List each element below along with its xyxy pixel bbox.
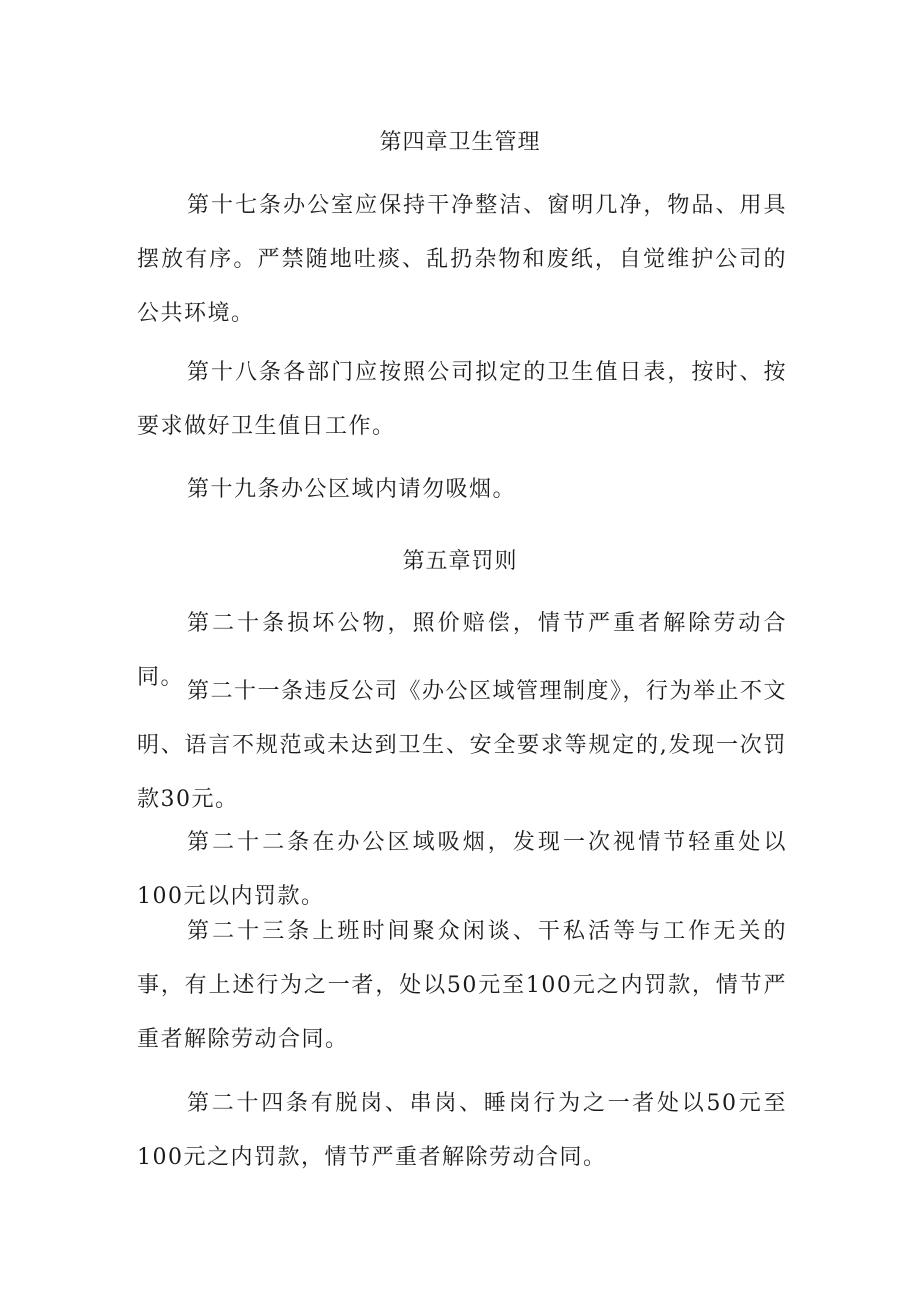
article-20: 第二十条损坏公物，照价赔偿，情节严重者解除劳动合同。 xyxy=(137,611,787,690)
chapter-4-title: 第四章卫生管理 xyxy=(379,130,541,155)
article-24: 第二十四条有脱岗、串岗、睡岗行为之一者处以50元至100元之内罚款，情节严重者解除劳动合同。 xyxy=(137,1091,787,1170)
article-17: 第十七条办公室应保持干净整洁、窗明几净，物品、用具摆放有序。严禁随地吐痰、乱扔杂物和废纸，自觉维护公司的公共环境。 xyxy=(137,193,787,326)
article-19: 第十九条办公区域内请勿吸烟。 xyxy=(187,477,517,502)
article-21: 第二十一条违反公司《办公区域管理制度》，行为举止不文明、语言不规范或未达到卫生、安全要求等规定的,发现一次罚款30元。 xyxy=(137,679,788,812)
article-23: 第二十三条上班时间聚众闲谈、干私活等与工作无关的事，有上述行为之一者，处以50元至100元之内罚款，情节严重者解除劳动合同。 xyxy=(137,919,787,1052)
article-18: 第十八条各部门应按照公司拟定的卫生值日表，按时、按要求做好卫生值日工作。 xyxy=(137,360,787,439)
article-22: 第二十二条在办公区域吸烟，发现一次视情节轻重处以100元以内罚款。 xyxy=(137,830,787,909)
chapter-5-title: 第五章罚则 xyxy=(402,549,518,574)
